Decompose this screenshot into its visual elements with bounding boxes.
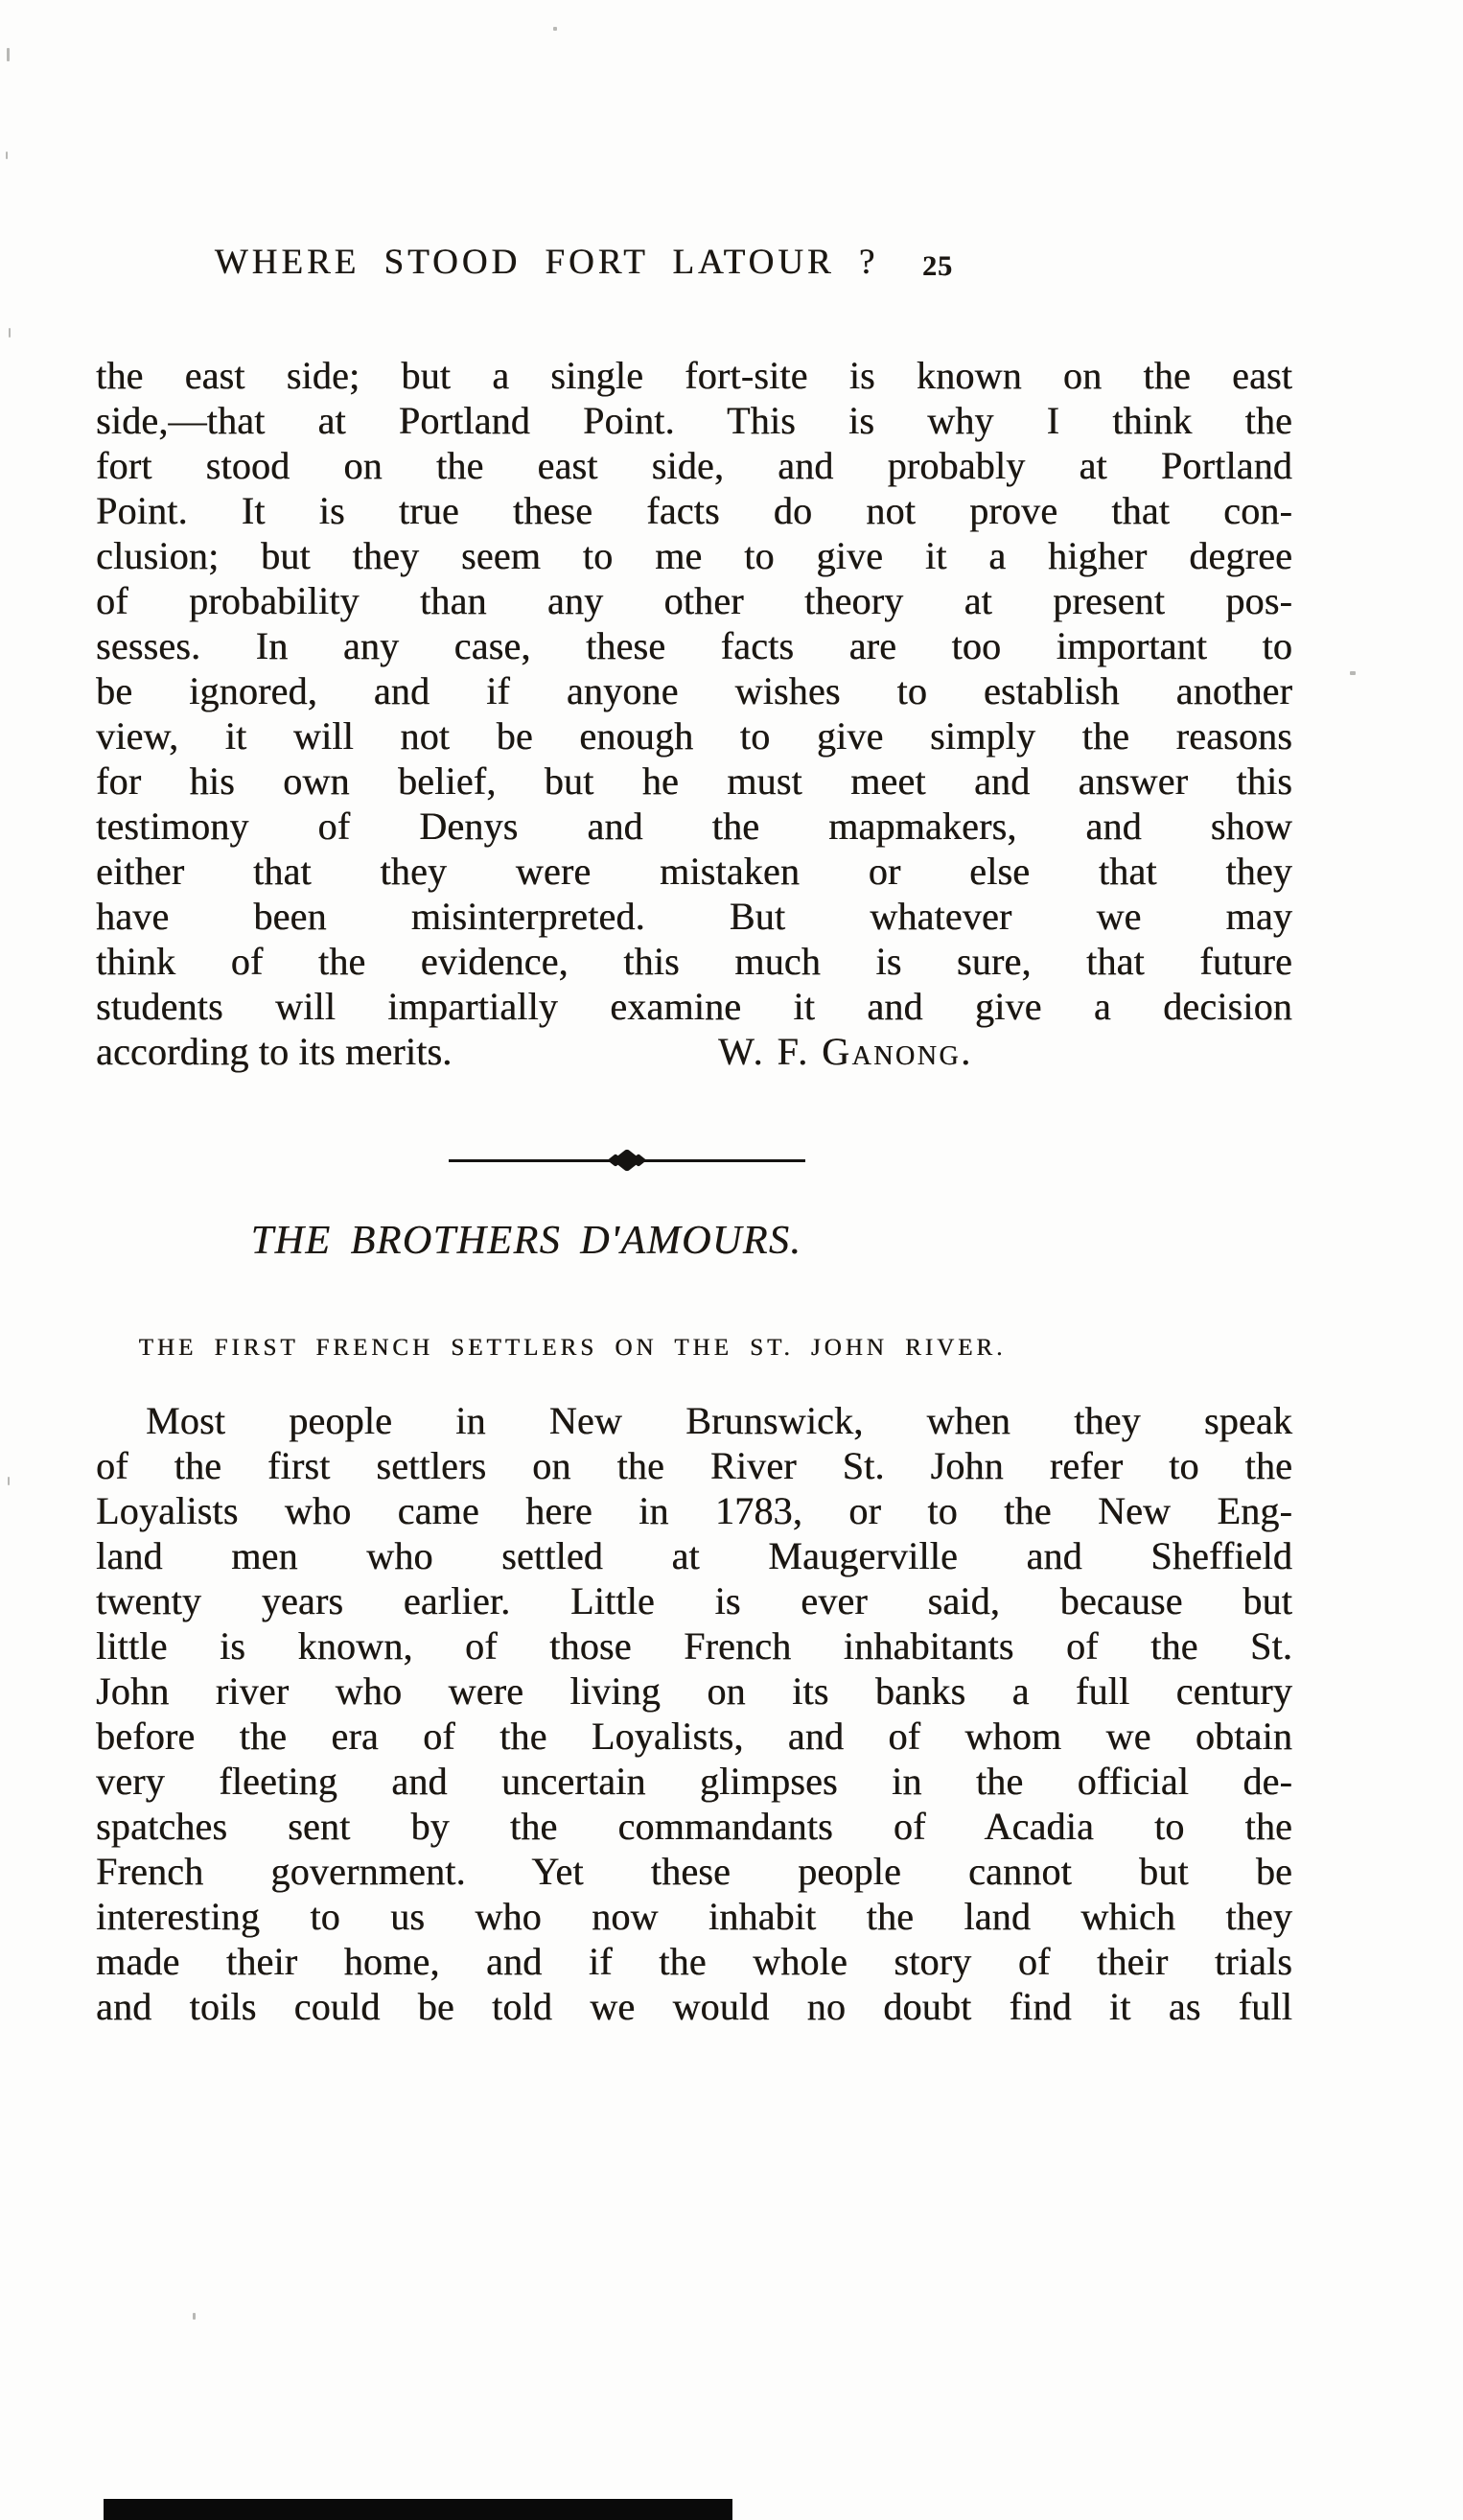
text-line: testimony of Denys and the mapmakers, and show [96, 805, 1292, 848]
text-line: Point. It is true these facts do not prove that con- [96, 489, 1292, 532]
text-line: be ignored, and if anyone wishes to establish another [96, 669, 1292, 712]
text-line: French government. Yet these people cannot but be [96, 1850, 1292, 1893]
section-divider-ornament [449, 1150, 805, 1171]
text-line: sesses. In any case, these facts are too important to [96, 624, 1292, 667]
running-header [96, 242, 1292, 290]
text-line: of the first settlers on the River St. John refer to the [96, 1444, 1292, 1487]
article-subtitle: THE FIRST FRENCH SETTLERS ON THE ST. JOHN RIVER. [138, 1335, 1007, 1361]
scan-speck [8, 1477, 10, 1485]
text-line: the east side; but a single fort-site is known on the east [96, 354, 1292, 397]
text-line: for his own belief, but he must meet and answer this [96, 759, 1292, 803]
text-line: either that they were mistaken or else that they [96, 850, 1292, 893]
running-header-title: WHERE STOOD FORT LATOUR ? [214, 243, 879, 282]
article-title: THE BROTHERS D'AMOURS. [250, 1219, 802, 1263]
scan-speck [9, 328, 11, 338]
article-end-paragraph [96, 353, 1292, 1074]
divider-rule-right [641, 1159, 805, 1162]
text-line: twenty years earlier. Little is ever said, because but [96, 1579, 1292, 1622]
scan-speck [1350, 671, 1356, 675]
text-line: side,—that at Portland Point. This is why I think the [96, 399, 1292, 442]
divider-rule-left [449, 1159, 613, 1162]
text-line: Loyalists who came here in 1783, or to the New Eng- [96, 1489, 1292, 1532]
text-line: clusion; but they seem to me to give it a higher degree [96, 534, 1292, 577]
text-line: spatches sent by the commandants of Acadia to the [96, 1805, 1292, 1848]
author-signature: W. F. Ganong. [717, 1030, 973, 1073]
text-line: of probability than any other theory at present pos- [96, 579, 1292, 622]
closing-text: according to its merits. [96, 1030, 453, 1073]
text-line: little is known, of those French inhabitants of the St. [96, 1624, 1292, 1668]
text-line: before the era of the Loyalists, and of whom we obtain [96, 1715, 1292, 1758]
text-line: interesting to us who now inhabit the land which they [96, 1895, 1292, 1938]
text-line: Most people in New Brunswick, when they speak [146, 1399, 1292, 1442]
text-line: view, it will not be enough to give simply the reasons [96, 714, 1292, 758]
text-line: have been misinterpreted. But whatever we may [96, 895, 1292, 938]
text-line: think of the evidence, this much is sure, that future [96, 940, 1292, 983]
scan-speck [193, 2313, 196, 2320]
text-line: fort stood on the east side, and probably at Portland [96, 444, 1292, 487]
article-opening-paragraph [96, 1398, 1292, 2029]
closing-line [96, 1029, 1292, 1074]
text-line: very fleeting and uncertain glimpses in the official de- [96, 1760, 1292, 1803]
text-line: John river who were living on its banks a full century [96, 1669, 1292, 1713]
scan-speck [6, 152, 8, 159]
text-line: and toils could be told we would no doubt find it as full [96, 1985, 1292, 2028]
scan-speck [7, 48, 10, 61]
text-line: land men who settled at Maugerville and Sheffield [96, 1534, 1292, 1577]
scan-speck [553, 27, 557, 31]
text-line: students will impartially examine it and give a decision [96, 985, 1292, 1028]
page-number: 25 [922, 250, 953, 282]
scan-artifact-bar [104, 2499, 732, 2520]
text-line: made their home, and if the whole story of their trials [96, 1940, 1292, 1983]
